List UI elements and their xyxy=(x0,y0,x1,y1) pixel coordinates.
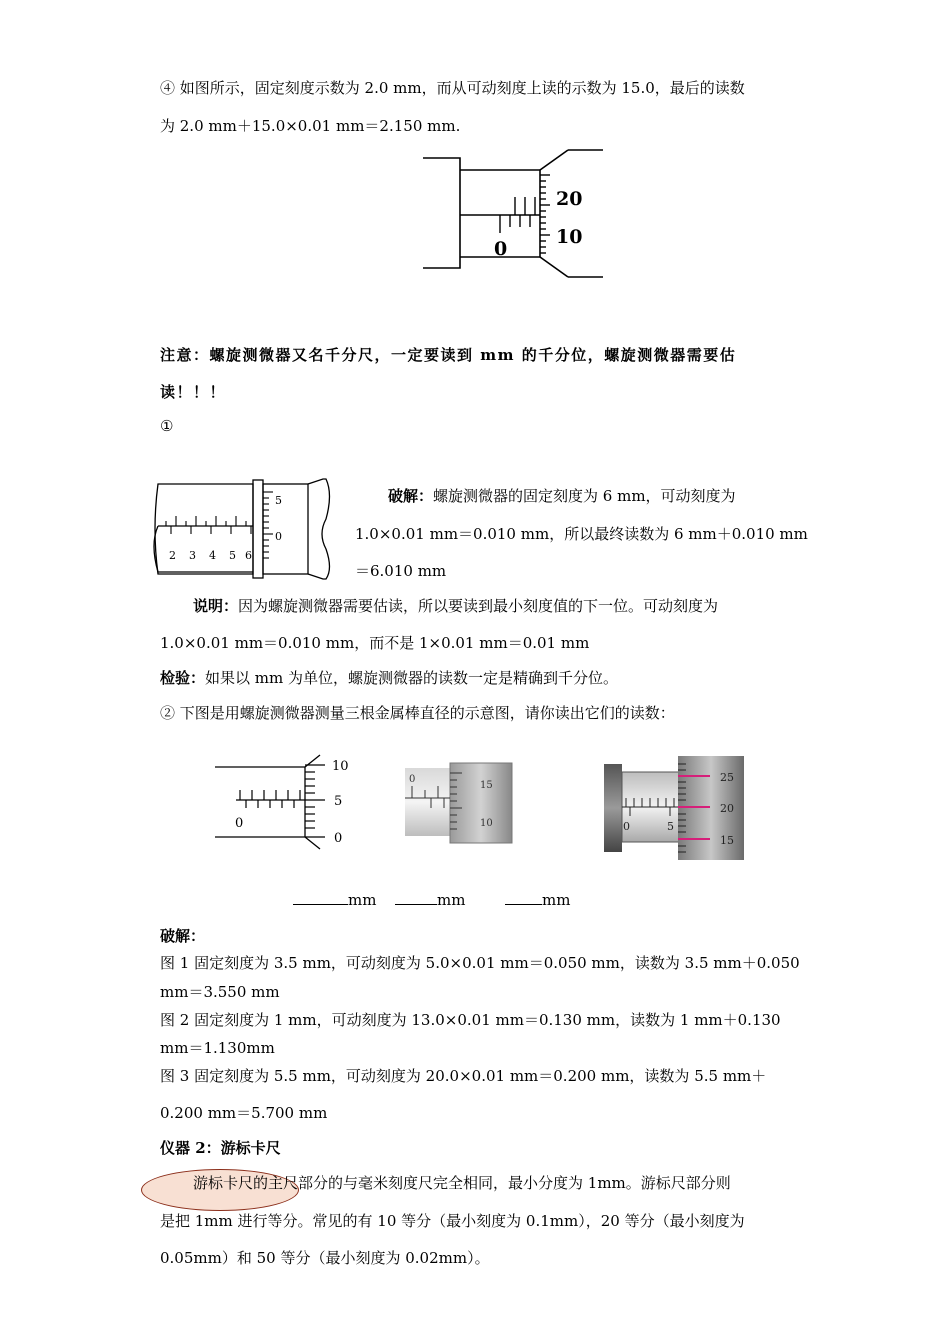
explain-text1: 因为螺旋测微器需要估读，所以要读到最小刻度值的下一位。可动刻度为 xyxy=(238,597,719,615)
solution-fig1-b: mm＝3.550 mm xyxy=(160,983,280,1001)
micrometer-figure-top xyxy=(418,145,613,285)
fig3-main-0: 0 xyxy=(623,820,630,833)
micrometer-figure-2-3 xyxy=(600,752,750,864)
example-1-number: ① xyxy=(160,417,174,435)
fig3-label-25: 25 xyxy=(720,771,734,784)
explain-label: 说明： xyxy=(193,597,239,615)
ex1-solve-line1 xyxy=(388,486,736,506)
ex2-intro: ② 下图是用螺旋测微器测量三根金属棒直径的示意图，请你读出它们的读数： xyxy=(160,704,675,722)
solution-fig2-b: mm＝1.130mm xyxy=(160,1039,275,1057)
instrument2-line1: 游标卡尺的主尺部分的与毫米刻度尺完全相同，最小分度为 1mm。游标尺部分则 xyxy=(193,1174,731,1192)
micrometer-figure-2-1 xyxy=(210,745,360,855)
ex1-solve-text1: 螺旋测微器的固定刻度为 6 mm，可动刻度为 xyxy=(433,487,736,505)
answer-unit-3: mm xyxy=(542,891,571,909)
fig2-label-15: 15 xyxy=(480,780,493,791)
label-20: 20 xyxy=(556,188,583,210)
thimble-label-0: 0 xyxy=(275,530,282,543)
check-label: 检验： xyxy=(160,669,206,687)
instrument2-title: 仪器 2：游标卡尺 xyxy=(160,1139,281,1157)
answer-blank-3[interactable] xyxy=(505,890,570,910)
answer-unit-1: mm xyxy=(348,891,377,909)
fig3-main-5: 5 xyxy=(667,820,674,833)
solution-fig2-a: 图 2 固定刻度为 1 mm，可动刻度为 13.0×0.01 mm＝0.130 mm，读数为 1 mm＋0.130 xyxy=(160,1011,781,1029)
note-line2: 读！！！ xyxy=(160,383,227,401)
para-s4-line2: 为 2.0 mm＋15.0×0.01 mm＝2.150 mm. xyxy=(160,117,461,135)
ex1-solve-label: 破解： xyxy=(388,487,434,505)
fig1-main-0: 0 xyxy=(235,816,244,831)
instrument2-line3: 0.05mm）和 50 等分（最小刻度为 0.02mm）。 xyxy=(160,1249,490,1267)
answer-blank-1[interactable] xyxy=(293,890,376,910)
explain-line1 xyxy=(193,596,718,616)
fig2-label-10: 10 xyxy=(480,818,493,829)
fig3-label-20: 20 xyxy=(720,802,734,815)
label-0: 0 xyxy=(494,238,508,260)
answer-blank-2[interactable] xyxy=(395,890,465,910)
fig1-label-0: 0 xyxy=(334,831,343,846)
instrument2-line2: 是把 1mm 进行等分。常见的有 10 等分（最小刻度为 0.1mm），20 等分（最小刻度为 xyxy=(160,1212,745,1230)
check-text: 如果以 mm 为单位，螺旋测微器的读数一定是精确到千分位。 xyxy=(205,669,619,687)
ex1-solve-line3: ＝6.010 mm xyxy=(355,562,447,580)
explain-line2: 1.0×0.01 mm＝0.010 mm，而不是 1×0.01 mm＝0.01 mm xyxy=(160,634,590,652)
para-s4-line1: ④ 如图所示，固定刻度示数为 2.0 mm，而从可动刻度上读的示数为 15.0，最后的读数 xyxy=(160,79,745,97)
micrometer-figure-2-2 xyxy=(400,758,520,846)
solution-fig3-a: 图 3 固定刻度为 5.5 mm，可动刻度为 20.0×0.01 mm＝0.200 mm，读数为 5.5 mm＋ xyxy=(160,1067,767,1085)
ex1-solve-line2: 1.0×0.01 mm＝0.010 mm，所以最终读数为 6 mm＋0.010 mm xyxy=(355,525,808,543)
main-tick-6: 6 xyxy=(245,549,252,562)
fig3-label-15: 15 xyxy=(720,834,734,847)
solution-label: 破解： xyxy=(160,927,206,945)
fig1-label-10: 10 xyxy=(332,759,349,774)
check-line xyxy=(160,668,618,688)
answer-unit-2: mm xyxy=(437,891,466,909)
solution-fig3-b: 0.200 mm＝5.700 mm xyxy=(160,1104,328,1122)
main-tick-5: 5 xyxy=(229,549,236,562)
micrometer-figure-ex1 xyxy=(148,474,338,586)
main-tick-2: 2 xyxy=(169,549,176,562)
label-10: 10 xyxy=(556,226,583,248)
fig2-main-0: 0 xyxy=(409,774,416,785)
thimble-label-5: 5 xyxy=(275,494,282,507)
note-line1: 注意：螺旋测微器又名千分尺，一定要读到 mm 的千分位，螺旋测微器需要估 xyxy=(160,346,737,364)
main-tick-3: 3 xyxy=(189,549,196,562)
main-tick-4: 4 xyxy=(209,549,216,562)
fig1-label-5: 5 xyxy=(334,794,343,809)
solution-fig1-a: 图 1 固定刻度为 3.5 mm，可动刻度为 5.0×0.01 mm＝0.050 mm，读数为 3.5 mm＋0.050 xyxy=(160,954,800,972)
